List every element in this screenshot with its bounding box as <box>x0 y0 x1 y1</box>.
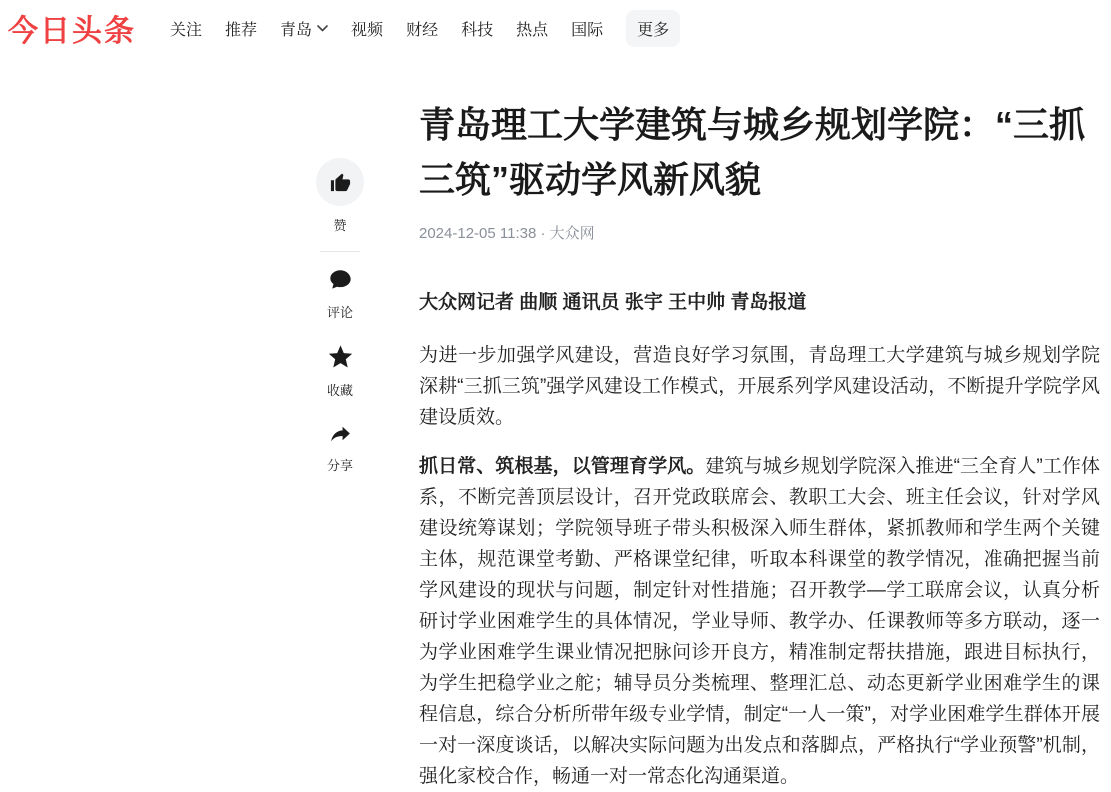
main-nav <box>170 10 680 47</box>
chevron-down-icon <box>317 25 328 32</box>
like-button-circle[interactable] <box>316 158 364 206</box>
comment-button[interactable] <box>327 267 354 321</box>
article-paragraph: 为进一步加强学风建设，营造良好学习氛围，青岛理工大学建筑与城乡规划学院深耕“三抓三筑”强学风建设工作模式，开展系列学风建设活动，不断提升学院学风建设质效。 <box>419 345 1100 428</box>
nav-more-button[interactable]: 更多 <box>626 10 680 47</box>
article-title: 青岛理工大学建筑与城乡规划学院：“三抓三筑”驱动学风新风貌 <box>419 104 1086 200</box>
nav-item-hot[interactable]: 热点 <box>516 21 549 39</box>
nav-item-qingdao[interactable]: 青岛 <box>280 10 328 47</box>
share-button[interactable] <box>327 421 354 474</box>
article-byline: 大众网记者 曲顺 通讯员 张宇 王中帅 青岛报道 <box>419 292 807 313</box>
like-button[interactable] <box>316 158 364 234</box>
nav-item-international[interactable]: 国际 <box>571 21 604 39</box>
article-paragraph: 抓日常、筑根基，以管理育学风。建筑与城乡规划学院深入推进“三全育人”工作体系，不断完善顶层设计，召开党政联席会、教职工大会、班主任会议，针对学风建设统筹谋划；学院领导班子带头积极深入师生群体，紧抓教师和学生两个关键主体，规范课堂考勤、严格课堂纪律，听取本科课堂的教学情况，准确把握当前学风建设的现状与问题，制定针对性措施；召开教学—学工联席会议，认真分析研讨学业困难学生的具体情况，学业导师、教学办、任课教师等多方联动，逐一为学业困难学生课业情况把脉问诊开良方，精准制定帮扶措施，跟进目标执行，为学生把稳学业之舵；辅导员分类梳理、整理汇总、动态更新学业困难学生的课程信息，综合分析所带年级专业学情，制定“一人一策”，对学业困难学生群体开展一对一深度谈话，以解决实际问题为出发点和落脚点，严格执行“学业预警”机制，强化家校合作，畅通一对一常态化沟通渠道。 <box>419 456 1100 787</box>
star-icon <box>326 343 355 371</box>
share-icon <box>327 421 354 446</box>
article-action-rail <box>316 158 364 474</box>
thumbs-up-icon <box>329 171 352 194</box>
toutiao-logo[interactable]: 今日头条 <box>8 15 136 48</box>
nav-item-finance[interactable]: 财经 <box>406 21 439 39</box>
comment-icon <box>327 267 354 293</box>
share-label: 分享 <box>326 458 353 473</box>
nav-item-recommend[interactable]: 推荐 <box>225 21 258 39</box>
like-label: 赞 <box>333 218 347 233</box>
rail-divider <box>320 251 360 252</box>
article-meta: 2024-12-05 11:38 · 大众网 <box>419 225 595 242</box>
article <box>419 97 1100 792</box>
comment-label: 评论 <box>326 305 353 320</box>
nav-item-tech[interactable]: 科技 <box>461 21 494 39</box>
top-nav-bar <box>0 0 1111 56</box>
nav-item-video[interactable]: 视频 <box>351 21 384 39</box>
favorite-button[interactable] <box>326 343 355 399</box>
nav-item-follow[interactable]: 关注 <box>170 21 203 39</box>
favorite-label: 收藏 <box>326 383 353 398</box>
paragraph-lead: 抓日常、筑根基，以管理育学风。 <box>419 456 706 477</box>
